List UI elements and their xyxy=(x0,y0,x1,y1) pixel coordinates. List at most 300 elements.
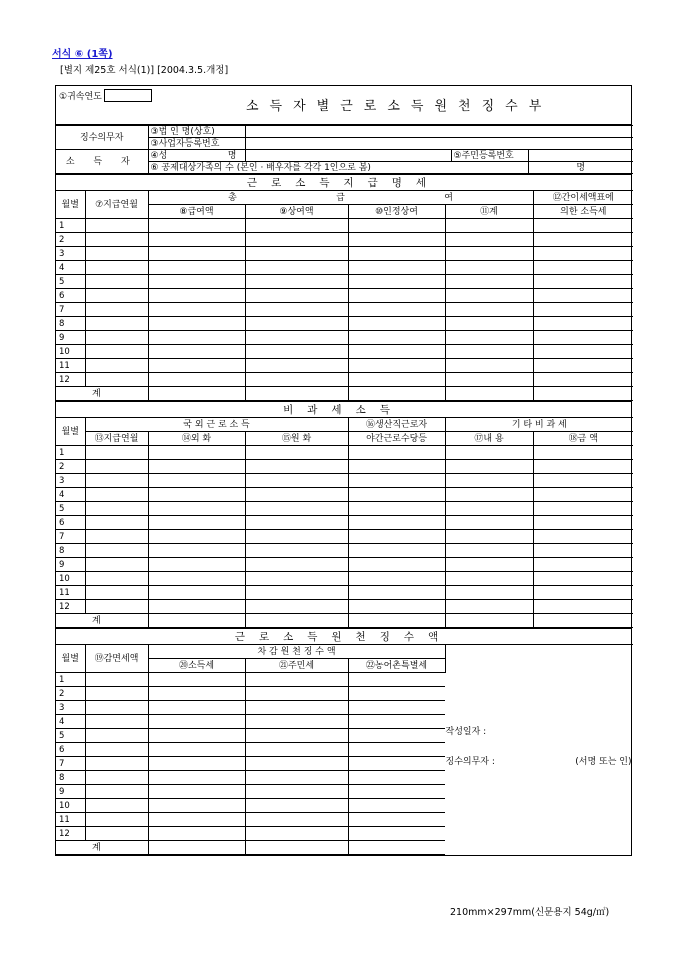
nontaxable-input-cell[interactable] xyxy=(245,558,348,572)
nontaxable-input-cell[interactable] xyxy=(245,544,348,558)
wage-input-cell[interactable] xyxy=(348,373,445,387)
nontaxable-input-cell[interactable] xyxy=(148,530,245,544)
wage-input-cell[interactable] xyxy=(533,219,633,233)
nontaxable-input-cell[interactable] xyxy=(445,558,533,572)
wage-input-cell[interactable] xyxy=(85,331,148,345)
nontaxable-input-cell[interactable] xyxy=(348,558,445,572)
wage-payment-rows xyxy=(56,219,633,401)
corp-name-input[interactable] xyxy=(245,126,633,138)
wage-input-cell[interactable] xyxy=(533,317,633,331)
withholding-input-cell[interactable] xyxy=(85,799,148,813)
withholding-input-cell[interactable] xyxy=(245,771,348,785)
wage-input-cell[interactable] xyxy=(533,275,633,289)
total-header: ⑪계 xyxy=(445,205,533,219)
withholding-input-cell[interactable] xyxy=(85,757,148,771)
wage-input-cell[interactable] xyxy=(148,359,245,373)
resident-no-input[interactable] xyxy=(528,150,633,162)
withholding-input-cell[interactable] xyxy=(148,771,245,785)
withholding-input-cell[interactable] xyxy=(85,701,148,715)
nontaxable-input-cell[interactable] xyxy=(85,558,148,572)
wage-input-cell[interactable] xyxy=(348,345,445,359)
month-cell: 3 xyxy=(56,247,85,261)
nontaxable-input-cell[interactable] xyxy=(445,600,533,614)
wage-input-cell[interactable] xyxy=(445,233,533,247)
total-pay-header-b: 급 xyxy=(336,192,345,203)
wage-input-cell[interactable] xyxy=(148,303,245,317)
table-row xyxy=(56,586,633,600)
table-row xyxy=(56,544,633,558)
nontaxable-input-cell[interactable] xyxy=(148,558,245,572)
wage-input-cell[interactable] xyxy=(148,233,245,247)
nontaxable-input-cell[interactable] xyxy=(533,544,633,558)
wage-input-cell[interactable] xyxy=(85,359,148,373)
withholding-input-cell[interactable] xyxy=(245,813,348,827)
wage-input-cell[interactable] xyxy=(245,345,348,359)
total-row-label: 계 xyxy=(56,387,148,401)
wage-input-cell[interactable] xyxy=(445,303,533,317)
month-cell: 5 xyxy=(56,502,85,516)
name-label-b: 명 xyxy=(227,150,237,161)
nontaxable-total-cell[interactable] xyxy=(245,614,348,628)
withholding-input-cell[interactable] xyxy=(348,827,445,841)
month-cell: 4 xyxy=(56,261,85,275)
wage-input-cell[interactable] xyxy=(245,233,348,247)
total-row-label: 계 xyxy=(56,614,148,628)
wage-total-cell[interactable] xyxy=(348,387,445,401)
month-cell: 5 xyxy=(56,275,85,289)
withholding-input-cell[interactable] xyxy=(148,785,245,799)
wage-total-cell[interactable] xyxy=(245,387,348,401)
withholding-input-cell[interactable] xyxy=(148,715,245,729)
simple-tax-header-a: ⑫간이세액표에 xyxy=(533,191,633,205)
wage-input-cell[interactable] xyxy=(348,219,445,233)
withholding-input-cell[interactable] xyxy=(85,715,148,729)
month-cell: 1 xyxy=(56,673,85,687)
withholding-input-cell[interactable] xyxy=(148,827,245,841)
other-nontaxable-header: 기 타 비 과 세 xyxy=(445,418,633,432)
payer-earner-info xyxy=(56,125,633,174)
nontaxable-input-cell[interactable] xyxy=(445,572,533,586)
earner-name-input[interactable] xyxy=(245,150,451,162)
wage-input-cell[interactable] xyxy=(348,317,445,331)
withholding-input-cell[interactable] xyxy=(148,673,245,687)
withholding-input-cell[interactable] xyxy=(348,687,445,701)
wage-input-cell[interactable] xyxy=(148,373,245,387)
wage-input-cell[interactable] xyxy=(245,261,348,275)
nontaxable-input-cell[interactable] xyxy=(245,586,348,600)
month-cell: 5 xyxy=(56,729,85,743)
nontaxable-input-cell[interactable] xyxy=(245,460,348,474)
nontaxable-input-cell[interactable] xyxy=(445,446,533,460)
nontaxable-input-cell[interactable] xyxy=(445,586,533,600)
nontaxable-input-cell[interactable] xyxy=(533,446,633,460)
wage-input-cell[interactable] xyxy=(85,373,148,387)
table-row xyxy=(56,687,633,701)
withholding-input-cell[interactable] xyxy=(85,743,148,757)
wage-input-cell[interactable] xyxy=(348,303,445,317)
nontaxable-input-cell[interactable] xyxy=(148,502,245,516)
wage-input-cell[interactable] xyxy=(348,359,445,373)
nontaxable-input-cell[interactable] xyxy=(148,446,245,460)
wage-input-cell[interactable] xyxy=(148,247,245,261)
nontaxable-input-cell[interactable] xyxy=(533,460,633,474)
nontaxable-input-cell[interactable] xyxy=(148,572,245,586)
withholding-input-cell[interactable] xyxy=(245,757,348,771)
month-cell: 7 xyxy=(56,757,85,771)
wage-input-cell[interactable] xyxy=(348,261,445,275)
withholding-input-cell[interactable] xyxy=(348,673,445,687)
wage-input-cell[interactable] xyxy=(148,331,245,345)
wage-input-cell[interactable] xyxy=(85,317,148,331)
withholding-input-cell[interactable] xyxy=(245,785,348,799)
withholding-input-cell[interactable] xyxy=(85,813,148,827)
wage-input-cell[interactable] xyxy=(85,261,148,275)
pay-date-header: ⑦지급연월 xyxy=(85,191,148,219)
withholding-input-cell[interactable] xyxy=(148,701,245,715)
withholding-input-cell[interactable] xyxy=(85,785,148,799)
total-row xyxy=(56,841,633,855)
nontaxable-input-cell[interactable] xyxy=(533,530,633,544)
wage-input-cell[interactable] xyxy=(533,289,633,303)
table-row xyxy=(56,331,633,345)
nontaxable-input-cell[interactable] xyxy=(85,502,148,516)
wage-input-cell[interactable] xyxy=(348,247,445,261)
wage-input-cell[interactable] xyxy=(245,317,348,331)
wage-input-cell[interactable] xyxy=(445,289,533,303)
nontaxable-input-cell[interactable] xyxy=(445,544,533,558)
wage-input-cell[interactable] xyxy=(533,261,633,275)
wage-input-cell[interactable] xyxy=(148,275,245,289)
nontaxable-input-cell[interactable] xyxy=(85,572,148,586)
withholding-input-cell[interactable] xyxy=(85,673,148,687)
nontaxable-input-cell[interactable] xyxy=(148,586,245,600)
wage-input-cell[interactable] xyxy=(148,345,245,359)
nontaxable-input-cell[interactable] xyxy=(85,516,148,530)
withholding-input-cell[interactable] xyxy=(348,701,445,715)
table-row xyxy=(56,261,633,275)
amount-header: ⑱금 액 xyxy=(533,432,633,446)
withholding-total-cell[interactable] xyxy=(148,841,245,855)
withholding-input-cell[interactable] xyxy=(348,785,445,799)
withholding-input-cell[interactable] xyxy=(85,687,148,701)
month-cell: 4 xyxy=(56,715,85,729)
wage-input-cell[interactable] xyxy=(148,289,245,303)
wage-input-cell[interactable] xyxy=(85,275,148,289)
wage-input-cell[interactable] xyxy=(245,219,348,233)
withholding-input-cell[interactable] xyxy=(348,799,445,813)
wage-input-cell[interactable] xyxy=(533,303,633,317)
signer-line xyxy=(446,756,632,768)
withholding-total-cell[interactable] xyxy=(245,841,348,855)
table-row xyxy=(56,785,633,799)
payer-label: 징수의무자 xyxy=(56,126,148,150)
wage-input-cell[interactable] xyxy=(245,359,348,373)
withholding-input-cell[interactable] xyxy=(148,743,245,757)
nontaxable-input-cell[interactable] xyxy=(245,502,348,516)
nontaxable-input-cell[interactable] xyxy=(348,572,445,586)
wage-input-cell[interactable] xyxy=(533,233,633,247)
table-row xyxy=(56,359,633,373)
nontaxable-input-cell[interactable] xyxy=(348,544,445,558)
withholding-input-cell[interactable] xyxy=(348,771,445,785)
table-row xyxy=(56,373,633,387)
total-pay-header-a: 총 xyxy=(228,192,237,203)
nontaxable-input-cell[interactable] xyxy=(445,474,533,488)
income-tax-header: ⑳소득세 xyxy=(148,659,245,673)
table-row xyxy=(56,701,633,715)
resident-no-label: ⑤주민등록번호 xyxy=(451,150,528,162)
nontaxable-input-cell[interactable] xyxy=(348,516,445,530)
withholding-input-cell[interactable] xyxy=(148,687,245,701)
month-cell: 2 xyxy=(56,687,85,701)
nontaxable-input-cell[interactable] xyxy=(245,572,348,586)
sign-hint: (서명 또는 인) xyxy=(575,757,632,767)
wage-input-cell[interactable] xyxy=(245,373,348,387)
withholding-input-cell[interactable] xyxy=(245,743,348,757)
month-cell: 11 xyxy=(56,813,85,827)
month-cell: 6 xyxy=(56,743,85,757)
withholding-input-cell[interactable] xyxy=(148,799,245,813)
wage-input-cell[interactable] xyxy=(445,261,533,275)
table-row xyxy=(56,446,633,460)
biz-reg-label: ③사업자등록번호 xyxy=(148,138,245,150)
wage-input-cell[interactable] xyxy=(348,289,445,303)
withholding-input-cell[interactable] xyxy=(245,729,348,743)
nontaxable-input-cell[interactable] xyxy=(148,460,245,474)
wage-input-cell[interactable] xyxy=(445,359,533,373)
nontaxable-input-cell[interactable] xyxy=(85,544,148,558)
total-pay-header-c: 여 xyxy=(444,192,453,203)
nontaxable-input-cell[interactable] xyxy=(533,516,633,530)
nontaxable-input-cell[interactable] xyxy=(348,586,445,600)
nontaxable-input-cell[interactable] xyxy=(533,586,633,600)
corp-name-label: ③법 인 명(상호) xyxy=(148,126,245,138)
nontaxable-input-cell[interactable] xyxy=(85,600,148,614)
wage-input-cell[interactable] xyxy=(245,289,348,303)
nontaxable-input-cell[interactable] xyxy=(533,558,633,572)
month-cell: 8 xyxy=(56,544,85,558)
wage-input-cell[interactable] xyxy=(85,345,148,359)
nontaxable-input-cell[interactable] xyxy=(245,474,348,488)
nontaxable-input-cell[interactable] xyxy=(445,460,533,474)
wage-input-cell[interactable] xyxy=(445,373,533,387)
nontaxable-total-cell[interactable] xyxy=(445,614,533,628)
wage-input-cell[interactable] xyxy=(245,331,348,345)
nontaxable-total-cell[interactable] xyxy=(533,614,633,628)
month-cell: 7 xyxy=(56,303,85,317)
wage-total-cell[interactable] xyxy=(148,387,245,401)
reduction-header: ⑲감면세액 xyxy=(85,645,148,673)
withholding-input-cell[interactable] xyxy=(245,715,348,729)
wage-input-cell[interactable] xyxy=(148,317,245,331)
withholding-input-cell[interactable] xyxy=(245,687,348,701)
content-header: ⑰내 용 xyxy=(445,432,533,446)
month-cell: 11 xyxy=(56,359,85,373)
deemed-bonus-header: ⑩인정상여 xyxy=(348,205,445,219)
table-row xyxy=(56,729,633,743)
wage-input-cell[interactable] xyxy=(533,373,633,387)
nontaxable-input-cell[interactable] xyxy=(245,488,348,502)
wage-input-cell[interactable] xyxy=(533,359,633,373)
nontaxable-input-cell[interactable] xyxy=(348,446,445,460)
table-row xyxy=(56,289,633,303)
wage-input-cell[interactable] xyxy=(533,345,633,359)
month-cell: 10 xyxy=(56,345,85,359)
resident-tax-header: ㉑주민세 xyxy=(245,659,348,673)
section-wage-payment-title: 근로소득지급명세 xyxy=(56,174,631,190)
wage-input-cell[interactable] xyxy=(533,247,633,261)
table-row xyxy=(56,275,633,289)
paper-size-note: 210mm×297mm(신문용지 54g/㎡) xyxy=(450,907,610,918)
wage-input-cell[interactable] xyxy=(85,233,148,247)
nontaxable-input-cell[interactable] xyxy=(85,586,148,600)
simple-tax-header-b: 의한 소득세 xyxy=(533,205,633,219)
nontaxable-input-cell[interactable] xyxy=(245,600,348,614)
nontaxable-input-cell[interactable] xyxy=(348,474,445,488)
withholding-input-cell[interactable] xyxy=(348,715,445,729)
wage-input-cell[interactable] xyxy=(245,275,348,289)
production-worker-header-b: 야간근로수당등 xyxy=(348,432,445,446)
month-cell: 6 xyxy=(56,289,85,303)
wage-input-cell[interactable] xyxy=(533,331,633,345)
withholding-input-cell[interactable] xyxy=(348,729,445,743)
withholding-input-cell[interactable] xyxy=(148,813,245,827)
nontaxable-input-cell[interactable] xyxy=(148,488,245,502)
form-reference: [별지 제25호 서식(1)] [2004.3.5.개정] xyxy=(60,65,229,76)
nontaxable-table xyxy=(56,417,633,628)
nontaxable-input-cell[interactable] xyxy=(533,488,633,502)
wage-input-cell[interactable] xyxy=(148,219,245,233)
nontaxable-input-cell[interactable] xyxy=(445,502,533,516)
nontaxable-input-cell[interactable] xyxy=(348,488,445,502)
attribution-year-field[interactable] xyxy=(59,89,152,102)
table-row xyxy=(56,558,633,572)
month-cell: 12 xyxy=(56,827,85,841)
withholding-total-cell[interactable] xyxy=(348,841,445,855)
attribution-year-input[interactable] xyxy=(104,89,152,102)
nontaxable-input-cell[interactable] xyxy=(85,474,148,488)
table-row xyxy=(56,474,633,488)
withholding-ledger-form xyxy=(55,85,632,856)
nontaxable-input-cell[interactable] xyxy=(348,502,445,516)
wage-input-cell[interactable] xyxy=(445,331,533,345)
withholding-input-cell[interactable] xyxy=(245,673,348,687)
nontaxable-input-cell[interactable] xyxy=(445,488,533,502)
wage-input-cell[interactable] xyxy=(245,303,348,317)
nontaxable-input-cell[interactable] xyxy=(533,600,633,614)
nontaxable-input-cell[interactable] xyxy=(348,460,445,474)
nontaxable-input-cell[interactable] xyxy=(245,530,348,544)
nontaxable-input-cell[interactable] xyxy=(85,446,148,460)
wage-input-cell[interactable] xyxy=(348,275,445,289)
wage-payment-table xyxy=(56,190,633,401)
production-worker-header-a: ⑯생산직근로자 xyxy=(348,418,445,432)
biz-reg-input[interactable] xyxy=(245,138,633,150)
month-cell: 9 xyxy=(56,331,85,345)
month-cell: 2 xyxy=(56,233,85,247)
nontaxable-input-cell[interactable] xyxy=(85,460,148,474)
wage-input-cell[interactable] xyxy=(245,247,348,261)
nontaxable-total-cell[interactable] xyxy=(148,614,245,628)
wage-input-cell[interactable] xyxy=(85,247,148,261)
nontaxable-input-cell[interactable] xyxy=(348,600,445,614)
withholding-input-cell[interactable] xyxy=(85,729,148,743)
nontaxable-input-cell[interactable] xyxy=(148,600,245,614)
nontaxable-input-cell[interactable] xyxy=(85,488,148,502)
withholding-input-cell[interactable] xyxy=(245,827,348,841)
nontaxable-input-cell[interactable] xyxy=(148,544,245,558)
nontaxable-input-cell[interactable] xyxy=(148,474,245,488)
withholding-input-cell[interactable] xyxy=(348,757,445,771)
withholding-input-cell[interactable] xyxy=(348,743,445,757)
withholding-input-cell[interactable] xyxy=(245,799,348,813)
nontaxable-input-cell[interactable] xyxy=(245,516,348,530)
nontaxable-input-cell[interactable] xyxy=(445,530,533,544)
earner-label: 소 득 자 xyxy=(56,150,148,174)
nontaxable-input-cell[interactable] xyxy=(148,516,245,530)
wage-input-cell[interactable] xyxy=(445,247,533,261)
date-written-label: 작성일자 : xyxy=(445,727,487,737)
month-cell: 12 xyxy=(56,373,85,387)
nontaxable-input-cell[interactable] xyxy=(85,530,148,544)
nontaxable-input-cell[interactable] xyxy=(533,502,633,516)
table-row xyxy=(56,317,633,331)
nontaxable-input-cell[interactable] xyxy=(445,516,533,530)
table-row xyxy=(56,530,633,544)
withholding-input-cell[interactable] xyxy=(348,813,445,827)
wage-input-cell[interactable] xyxy=(85,303,148,317)
wage-input-cell[interactable] xyxy=(445,219,533,233)
table-row xyxy=(56,303,633,317)
wage-input-cell[interactable] xyxy=(85,219,148,233)
form-title: 서식 ⑥ (1쪽) xyxy=(52,49,113,60)
withholding-input-cell[interactable] xyxy=(148,757,245,771)
wage-total-cell[interactable] xyxy=(445,387,533,401)
month-cell: 3 xyxy=(56,474,85,488)
wage-input-cell[interactable] xyxy=(445,345,533,359)
table-row xyxy=(56,247,633,261)
month-cell: 6 xyxy=(56,516,85,530)
wage-input-cell[interactable] xyxy=(348,331,445,345)
wage-total-cell[interactable] xyxy=(533,387,633,401)
withholding-input-cell[interactable] xyxy=(85,771,148,785)
month-cell: 4 xyxy=(56,488,85,502)
attribution-year-label: ①귀속연도 xyxy=(59,92,102,102)
withholding-input-cell[interactable] xyxy=(85,827,148,841)
nontaxable-input-cell[interactable] xyxy=(348,530,445,544)
wage-input-cell[interactable] xyxy=(348,233,445,247)
nontaxable-input-cell[interactable] xyxy=(533,474,633,488)
withholding-table xyxy=(56,644,633,855)
pay-date-header: ⑬지급연월 xyxy=(85,432,148,446)
wage-input-cell[interactable] xyxy=(445,317,533,331)
nontaxable-input-cell[interactable] xyxy=(245,446,348,460)
wage-input-cell[interactable] xyxy=(85,289,148,303)
wage-input-cell[interactable] xyxy=(148,261,245,275)
withholding-input-cell[interactable] xyxy=(148,729,245,743)
table-row xyxy=(56,460,633,474)
month-cell: 10 xyxy=(56,799,85,813)
month-cell: 9 xyxy=(56,558,85,572)
month-cell: 1 xyxy=(56,446,85,460)
signer-label: 징수의무자 : xyxy=(445,757,495,767)
month-cell: 1 xyxy=(56,219,85,233)
nontaxable-total-cell[interactable] xyxy=(348,614,445,628)
nontaxable-input-cell[interactable] xyxy=(533,572,633,586)
withholding-input-cell[interactable] xyxy=(245,701,348,715)
wage-input-cell[interactable] xyxy=(445,275,533,289)
month-cell: 11 xyxy=(56,586,85,600)
